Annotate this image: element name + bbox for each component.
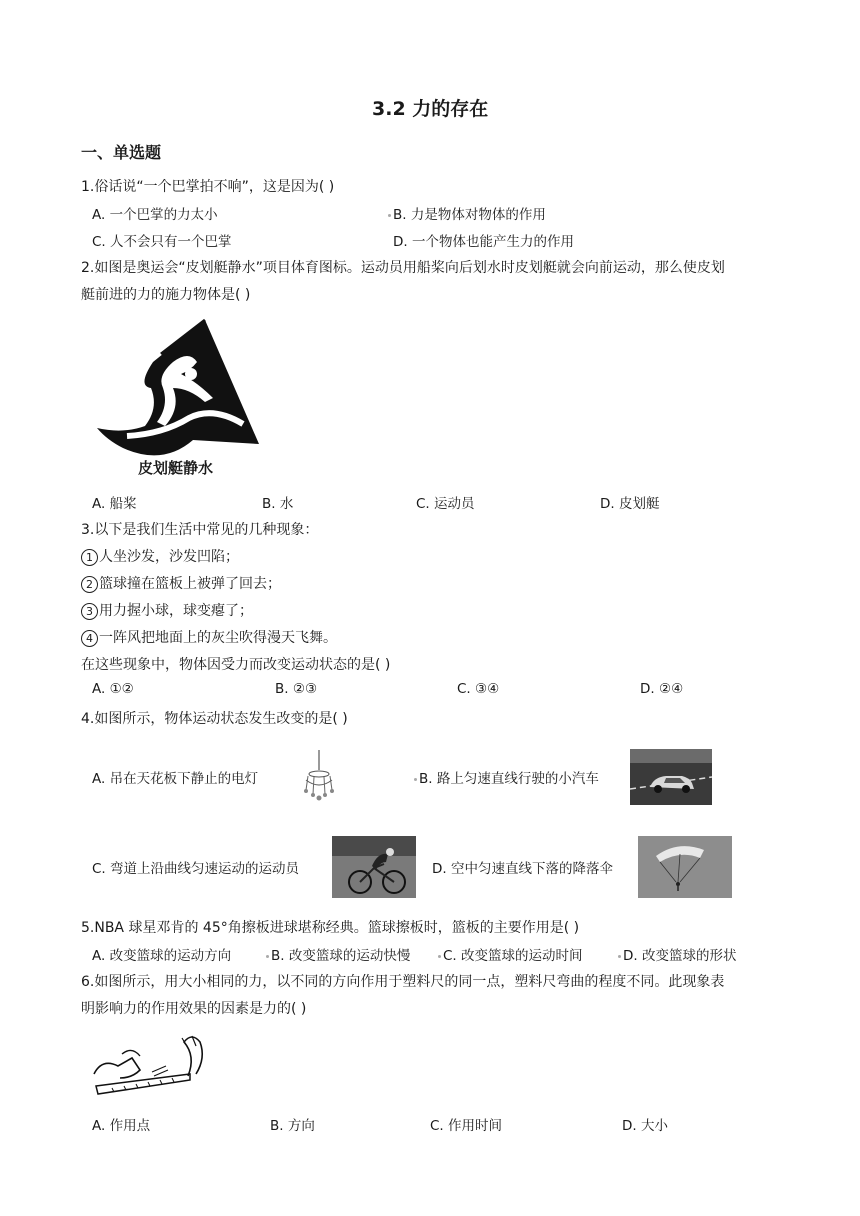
question-6-option-d: D. 大小	[622, 1118, 668, 1134]
question-5-option-a: A. 改变篮球的运动方向	[92, 948, 232, 964]
question-6-option-c: C. 作用时间	[430, 1118, 503, 1134]
chandelier-image	[302, 750, 336, 802]
question-2-option-c: C. 运动员	[416, 496, 475, 512]
question-5-option-b-text: B. 改变篮球的运动快慢	[271, 948, 411, 964]
question-2-stem-line-1: 2.如图是奥运会“皮划艇静水”项目体育图标。运动员用船桨向后划水时皮划艇就会向前运动，那么使皮划	[81, 260, 725, 276]
question-1-stem: 1.俗话说“一个巴掌拍不响”，这是因为( )	[81, 179, 335, 195]
bullet-dot-icon	[438, 955, 441, 958]
car-on-road-image	[630, 749, 712, 805]
question-1-option-a: A. 一个巴掌的力太小	[92, 207, 218, 223]
question-5-option-d	[618, 944, 736, 964]
question-4-option-b-text: B. 路上匀速直线行驶的小汽车	[419, 771, 599, 787]
question-4-option-d: D. 空中匀速直线下落的降落伞	[432, 861, 613, 877]
question-6-stem-line-2: 明影响力的作用效果的因素是力的( )	[81, 1001, 307, 1017]
question-6-option-a: A. 作用点	[92, 1118, 151, 1134]
question-5-option-c-text: C. 改变篮球的运动时间	[443, 948, 583, 964]
question-3-option-c: C. ③④	[457, 681, 500, 697]
question-5-stem: 5.NBA 球星邓肯的 45°角擦板进球堪称经典。篮球擦板时，篮板的主要作用是( )	[81, 920, 580, 936]
question-2-option-d: D. 皮划艇	[600, 496, 660, 512]
question-1-option-d: D. 一个物体也能产生力的作用	[393, 234, 574, 250]
parachute-image	[638, 836, 732, 898]
circled-number-1: 1	[81, 549, 98, 566]
question-1-option-b	[388, 203, 546, 223]
circled-number-2: 2	[81, 576, 98, 593]
question-6-option-b: B. 方向	[270, 1118, 315, 1134]
question-1-option-c: C. 人不会只有一个巴掌	[92, 234, 232, 250]
question-3-item-1	[81, 546, 239, 566]
circled-number-3: 3	[81, 603, 98, 620]
bullet-dot-icon	[414, 778, 417, 781]
bullet-dot-icon	[388, 214, 391, 217]
circled-number-4: 4	[81, 630, 98, 647]
question-3-item-4	[81, 627, 337, 647]
question-2-option-b: B. 水	[262, 496, 294, 512]
question-5-option-d-text: D. 改变篮球的形状	[623, 948, 737, 964]
question-3-item-4-text: 一阵风把地面上的灰尘吹得漫天飞舞。	[99, 630, 337, 646]
page-title: 3.2 力的存在	[372, 98, 489, 120]
question-3-item-3	[81, 600, 253, 620]
ruler-bending-sketch	[92, 1028, 212, 1102]
question-4-stem: 4.如图所示，物体运动状态发生改变的是( )	[81, 711, 348, 727]
question-4-option-a: A. 吊在天花板下静止的电灯	[92, 771, 259, 787]
cyclist-image	[332, 836, 416, 898]
question-3-item-3-text: 用力握小球，球变瘪了；	[99, 603, 253, 619]
question-2-option-a: A. 船桨	[92, 496, 137, 512]
question-5-option-c	[438, 944, 583, 964]
bullet-dot-icon	[266, 955, 269, 958]
question-3-item-2	[81, 573, 281, 593]
question-3-prompt: 在这些现象中，物体因受力而改变运动状态的是( )	[81, 657, 391, 673]
question-3-item-1-text: 人坐沙发，沙发凹陷；	[99, 549, 239, 565]
canoe-sprint-pictogram	[93, 316, 263, 476]
question-4-option-c: C. 弯道上沿曲线匀速运动的运动员	[92, 861, 300, 877]
question-6-stem-line-1: 6.如图所示，用大小相同的力，以不同的方向作用于塑料尺的同一点，塑料尺弯曲的程度不同。此现象表	[81, 974, 725, 990]
question-2-stem-line-2: 艇前进的力的施力物体是( )	[81, 287, 251, 303]
pictogram-caption: 皮划艇静水	[138, 459, 214, 477]
question-3-option-a: A. ①②	[92, 681, 134, 697]
question-3-item-2-text: 篮球撞在篮板上被弹了回去；	[99, 576, 281, 592]
question-3-option-d: D. ②④	[640, 681, 684, 697]
question-4-option-b	[414, 767, 599, 787]
question-3-option-b: B. ②③	[275, 681, 318, 697]
question-5-option-b	[266, 944, 410, 964]
section-heading: 一、单选题	[81, 143, 162, 162]
question-3-stem: 3.以下是我们生活中常见的几种现象：	[81, 522, 319, 538]
question-1-option-b-text: B. 力是物体对物体的作用	[393, 207, 546, 223]
bullet-dot-icon	[618, 955, 621, 958]
